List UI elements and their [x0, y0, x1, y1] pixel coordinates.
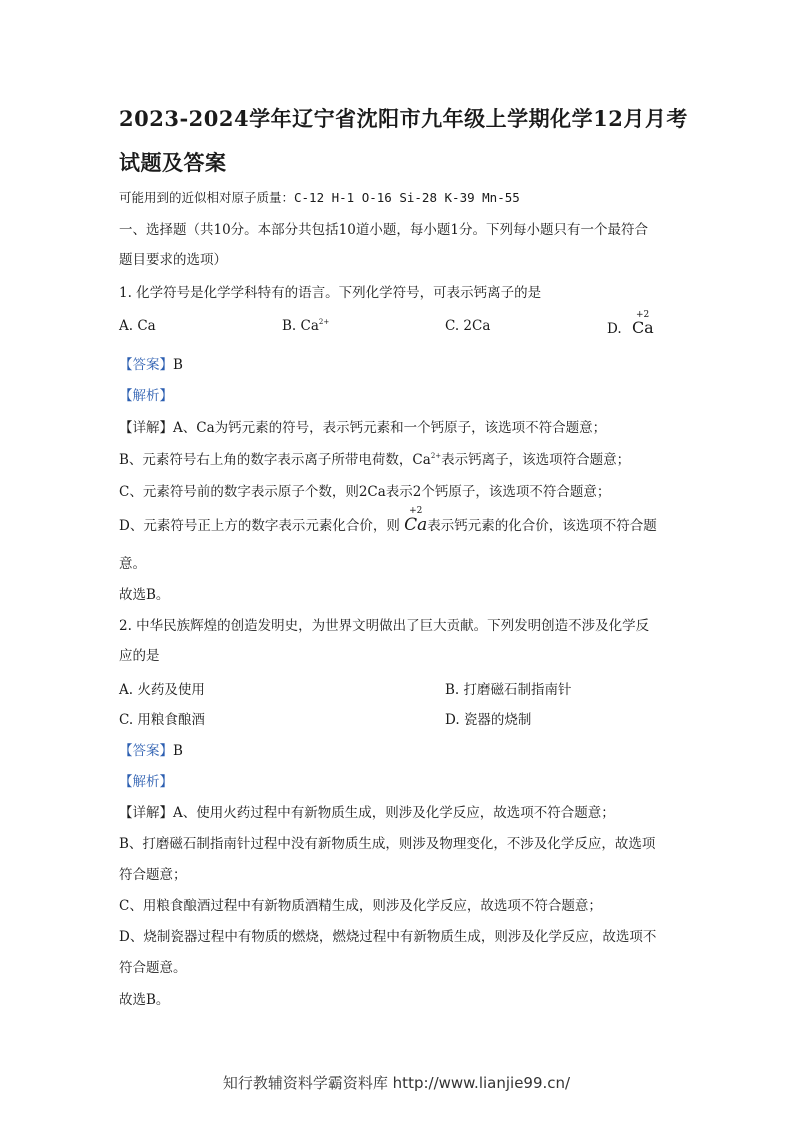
q2-detail-tag: 【详解】: [119, 805, 173, 821]
q2-option-b: B. 打磨磁石制指南针: [445, 682, 572, 698]
q1-answer: [119, 353, 183, 373]
q1-option-b: [282, 318, 329, 334]
q1-detail-b-pre: B、元素符号右上角的数字表示离子所带电荷数，Ca: [119, 452, 431, 468]
atomic-masses-note: 可能用到的近似相对原子质量：C-12 H-1 O-16 Si-28 K-39 Mn-55: [119, 190, 520, 205]
q1-detail-d-post: 表示钙元素的化合价，该选项不符合题: [427, 518, 657, 534]
q2-answer-tag: 【答案】: [119, 743, 173, 759]
q1-stem: 1. 化学符号是化学学科特有的语言。下列化学符号，可表示钙离子的是: [119, 285, 542, 301]
q1-detail-a-text: A、Ca为钙元素的符号，表示钙元素和一个钙原子，该选项不符合题意；: [173, 420, 607, 436]
q1-detail-c: C、元素符号前的数字表示原子个数，则2Ca表示2个钙原子，该选项不符合题意；: [119, 484, 611, 500]
q1-detail-d-symbol: Ca: [404, 515, 428, 535]
q1-option-a: A. Ca: [119, 318, 156, 334]
q2-option-c: C. 用粮食酿酒: [119, 712, 205, 728]
q1-detail-b: [119, 448, 630, 468]
q1-answer-tag: 【答案】: [119, 357, 173, 373]
q2-detail-b-line1: B、打磨磁石制指南针过程中没有新物质生成，则涉及物理变化，不涉及化学反应，故选项: [119, 836, 656, 852]
q2-answer-value: B: [173, 743, 183, 759]
q2-detail-d-line2: 符合题意。: [119, 960, 187, 976]
q1-option-d-formula: [631, 310, 654, 337]
q1-detail-d-formula: [404, 506, 428, 535]
q1-option-d-valence: +2: [635, 310, 650, 320]
q2-analysis-tag: 【解析】: [119, 774, 173, 790]
q1-detail-tag: 【详解】: [119, 420, 173, 436]
q1-option-c: C. 2Ca: [445, 318, 491, 334]
q2-answer: [119, 739, 183, 759]
q2-stem-line1: 2. 中华民族辉煌的创造发明史，为世界文明做出了巨大贡献。下列发明创造不涉及化学反: [119, 618, 650, 634]
q1-detail-d: [119, 506, 657, 535]
q1-option-d-label: D.: [607, 321, 622, 337]
q1-option-b-charge: 2+: [318, 318, 330, 326]
q2-option-d: D. 瓷器的烧制: [445, 712, 532, 728]
q1-detail-b-charge: 2+: [430, 452, 442, 460]
q2-detail-c: C、用粮食酿酒过程中有新物质酒精生成，则涉及化学反应，故选项不符合题意；: [119, 898, 602, 914]
q1-analysis-tag: 【解析】: [119, 388, 173, 404]
doc-title-line2: 试题及答案: [119, 150, 227, 175]
q2-detail-d-line1: D、烧制瓷器过程中有物质的燃烧，燃烧过程中有新物质生成，则涉及化学反应，故选项不: [119, 929, 657, 945]
q1-detail-b-post: 表示钙离子，该选项符合题意；: [441, 452, 631, 468]
q2-choose: 故选B。: [119, 992, 170, 1008]
section-instructions-line1: 一、选择题（共10分。本部分共包括10道小题，每小题1分。下列每小题只有一个最符合: [119, 222, 648, 238]
q1-detail-d-cont: 意。: [119, 556, 146, 572]
q1-choose: 故选B。: [119, 587, 170, 603]
q2-stem-line2: 应的是: [119, 648, 160, 664]
q2-detail-a-text: A、使用火药过程中有新物质生成，则涉及化学反应，故选项不符合题意；: [173, 805, 615, 821]
q1-detail-a: [119, 416, 606, 436]
q2-option-a: A. 火药及使用: [119, 682, 205, 698]
q1-option-b-label: B. Ca: [282, 318, 319, 334]
footer-watermark: 知行教辅资料学霸资料库 http://www.lianjie99.cn/: [222, 1074, 571, 1092]
q1-option-d-symbol: Ca: [631, 318, 654, 337]
doc-title-line1: 2023-2024学年辽宁省沈阳市九年级上学期化学12月月考: [119, 106, 688, 131]
q2-detail-a: [119, 801, 615, 821]
section-instructions-line2: 题目要求的选项）: [119, 252, 227, 268]
q1-option-d: [607, 310, 654, 337]
q2-detail-b-line2: 符合题意；: [119, 867, 187, 883]
q1-detail-d-pre: D、元素符号正上方的数字表示元素化合价，则: [119, 518, 400, 534]
q1-answer-value: B: [173, 357, 183, 373]
q1-detail-d-valence: +2: [409, 506, 423, 516]
